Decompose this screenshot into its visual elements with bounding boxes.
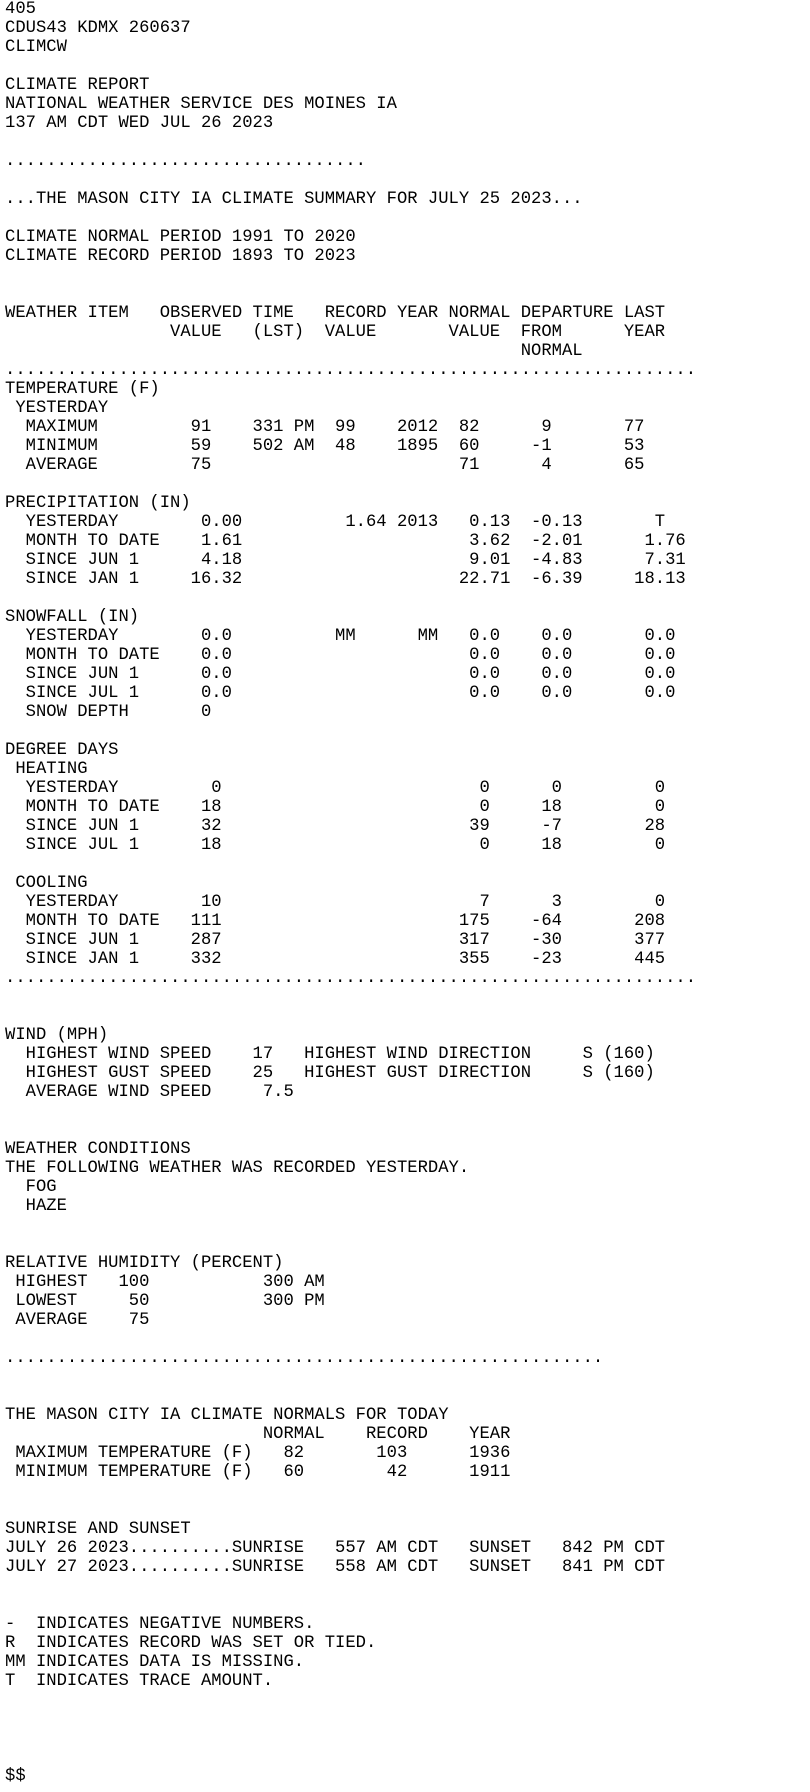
report-line bbox=[5, 1748, 810, 1767]
report-line bbox=[5, 1482, 810, 1501]
report-line: MONTH TO DATE 111 175 -64 208 bbox=[5, 912, 666, 931]
report-line: 405 bbox=[5, 0, 36, 19]
report-line bbox=[5, 589, 810, 608]
report-line: AVERAGE 75 71 4 65 bbox=[5, 456, 645, 475]
report-line bbox=[5, 1121, 810, 1140]
report-line: DEGREE DAYS bbox=[5, 741, 119, 760]
report-line: NORMAL bbox=[5, 342, 583, 361]
report-line: HAZE bbox=[5, 1197, 67, 1216]
report-line: CLIMATE REPORT bbox=[5, 76, 150, 95]
report-line: MAXIMUM TEMPERATURE (F) 82 103 1936 bbox=[5, 1444, 511, 1463]
report-line: SINCE JAN 1 16.32 22.71 -6.39 18.13 bbox=[5, 570, 686, 589]
report-line: SINCE JAN 1 332 355 -23 445 bbox=[5, 950, 666, 969]
report-line bbox=[5, 1216, 810, 1235]
report-line: SINCE JUN 1 0.0 0.0 0.0 0.0 bbox=[5, 665, 676, 684]
report-line: SINCE JUN 1 287 317 -30 377 bbox=[5, 931, 666, 950]
report-line: FOG bbox=[5, 1178, 57, 1197]
report-line bbox=[5, 171, 810, 190]
report-line bbox=[5, 1710, 810, 1729]
report-line: ................................... bbox=[5, 152, 366, 171]
report-line: TEMPERATURE (F) bbox=[5, 380, 160, 399]
report-line: MM INDICATES DATA IS MISSING. bbox=[5, 1653, 305, 1672]
report-line: JULY 26 2023..........SUNRISE 557 AM CDT SUNSET 842 PM CDT bbox=[5, 1539, 666, 1558]
report-line: WIND (MPH) bbox=[5, 1026, 109, 1045]
report-line: ................................................................... bbox=[5, 361, 697, 380]
report-line: SUNRISE AND SUNSET bbox=[5, 1520, 191, 1539]
report-line: YESTERDAY 0.00 1.64 2013 0.13 -0.13 T bbox=[5, 513, 666, 532]
report-line: CDUS43 KDMX 260637 bbox=[5, 19, 191, 38]
report-line: MONTH TO DATE 18 0 18 0 bbox=[5, 798, 666, 817]
report-line: LOWEST 50 300 PM bbox=[5, 1292, 325, 1311]
report-line: R INDICATES RECORD WAS SET OR TIED. bbox=[5, 1634, 377, 1653]
report-line: SINCE JUN 1 4.18 9.01 -4.83 7.31 bbox=[5, 551, 686, 570]
report-line: $$ bbox=[5, 1767, 26, 1786]
report-line: T INDICATES TRACE AMOUNT. bbox=[5, 1672, 274, 1691]
report-line: YESTERDAY 0 0 0 0 bbox=[5, 779, 666, 798]
report-line bbox=[5, 1577, 810, 1596]
report-line: MINIMUM TEMPERATURE (F) 60 42 1911 bbox=[5, 1463, 511, 1482]
report-line: ...THE MASON CITY IA CLIMATE SUMMARY FOR JULY 25 2023... bbox=[5, 190, 583, 209]
report-line bbox=[5, 855, 810, 874]
report-line: THE MASON CITY IA CLIMATE NORMALS FOR TODAY bbox=[5, 1406, 449, 1425]
report-line: YESTERDAY 0.0 MM MM 0.0 0.0 0.0 bbox=[5, 627, 676, 646]
report-line: HIGHEST GUST SPEED 25 HIGHEST GUST DIRECTION S (160) bbox=[5, 1064, 655, 1083]
report-line bbox=[5, 722, 810, 741]
report-line bbox=[5, 1387, 810, 1406]
report-line bbox=[5, 1102, 810, 1121]
report-line bbox=[5, 266, 810, 285]
report-line: ................................................................... bbox=[5, 969, 697, 988]
report-line: SINCE JUN 1 32 39 -7 28 bbox=[5, 817, 666, 836]
report-line: HIGHEST 100 300 AM bbox=[5, 1273, 325, 1292]
report-line: .......................................................... bbox=[5, 1349, 604, 1368]
report-line bbox=[5, 1596, 810, 1615]
report-line bbox=[5, 1330, 810, 1349]
report-line bbox=[5, 1691, 810, 1710]
report-line bbox=[5, 1235, 810, 1254]
report-line: 137 AM CDT WED JUL 26 2023 bbox=[5, 114, 274, 133]
report-line: NATIONAL WEATHER SERVICE DES MOINES IA bbox=[5, 95, 397, 114]
report-line: RELATIVE HUMIDITY (PERCENT) bbox=[5, 1254, 284, 1273]
report-line: COOLING bbox=[5, 874, 88, 893]
report-line: NORMAL RECORD YEAR bbox=[5, 1425, 511, 1444]
report-line: SNOWFALL (IN) bbox=[5, 608, 140, 627]
report-line bbox=[5, 209, 810, 228]
report-line bbox=[5, 1368, 810, 1387]
report-line: CLIMCW bbox=[5, 38, 67, 57]
report-line: AVERAGE 75 bbox=[5, 1311, 150, 1330]
report-line: - INDICATES NEGATIVE NUMBERS. bbox=[5, 1615, 315, 1634]
report-line: HEATING bbox=[5, 760, 88, 779]
report-line: THE FOLLOWING WEATHER WAS RECORDED YESTERDAY. bbox=[5, 1159, 470, 1178]
report-line: MINIMUM 59 502 AM 48 1895 60 -1 53 bbox=[5, 437, 645, 456]
report-line bbox=[5, 1729, 810, 1748]
report-line: HIGHEST WIND SPEED 17 HIGHEST WIND DIRECTION S (160) bbox=[5, 1045, 655, 1064]
report-line: PRECIPITATION (IN) bbox=[5, 494, 191, 513]
report-line bbox=[5, 1501, 810, 1520]
report-line: JULY 27 2023..........SUNRISE 558 AM CDT SUNSET 841 PM CDT bbox=[5, 1558, 666, 1577]
report-line: MONTH TO DATE 0.0 0.0 0.0 0.0 bbox=[5, 646, 676, 665]
report-line: YESTERDAY 10 7 3 0 bbox=[5, 893, 666, 912]
report-line: WEATHER ITEM OBSERVED TIME RECORD YEAR NORMAL DEPARTURE LAST bbox=[5, 304, 666, 323]
report-line: CLIMATE NORMAL PERIOD 1991 TO 2020 bbox=[5, 228, 356, 247]
report-line: VALUE (LST) VALUE VALUE FROM YEAR bbox=[5, 323, 666, 342]
report-line: MONTH TO DATE 1.61 3.62 -2.01 1.76 bbox=[5, 532, 686, 551]
report-line: MAXIMUM 91 331 PM 99 2012 82 9 77 bbox=[5, 418, 645, 437]
report-line: CLIMATE RECORD PERIOD 1893 TO 2023 bbox=[5, 247, 356, 266]
report-line: WEATHER CONDITIONS bbox=[5, 1140, 191, 1159]
report-line: SINCE JUL 1 18 0 18 0 bbox=[5, 836, 666, 855]
report-line: YESTERDAY bbox=[5, 399, 109, 418]
report-line bbox=[5, 57, 810, 76]
report-line: SNOW DEPTH 0 bbox=[5, 703, 212, 722]
report-line: AVERAGE WIND SPEED 7.5 bbox=[5, 1083, 294, 1102]
report-line bbox=[5, 988, 810, 1007]
report-line bbox=[5, 1007, 810, 1026]
report-line bbox=[5, 475, 810, 494]
report-line bbox=[5, 285, 810, 304]
report-line bbox=[5, 133, 810, 152]
report-line: SINCE JUL 1 0.0 0.0 0.0 0.0 bbox=[5, 684, 676, 703]
